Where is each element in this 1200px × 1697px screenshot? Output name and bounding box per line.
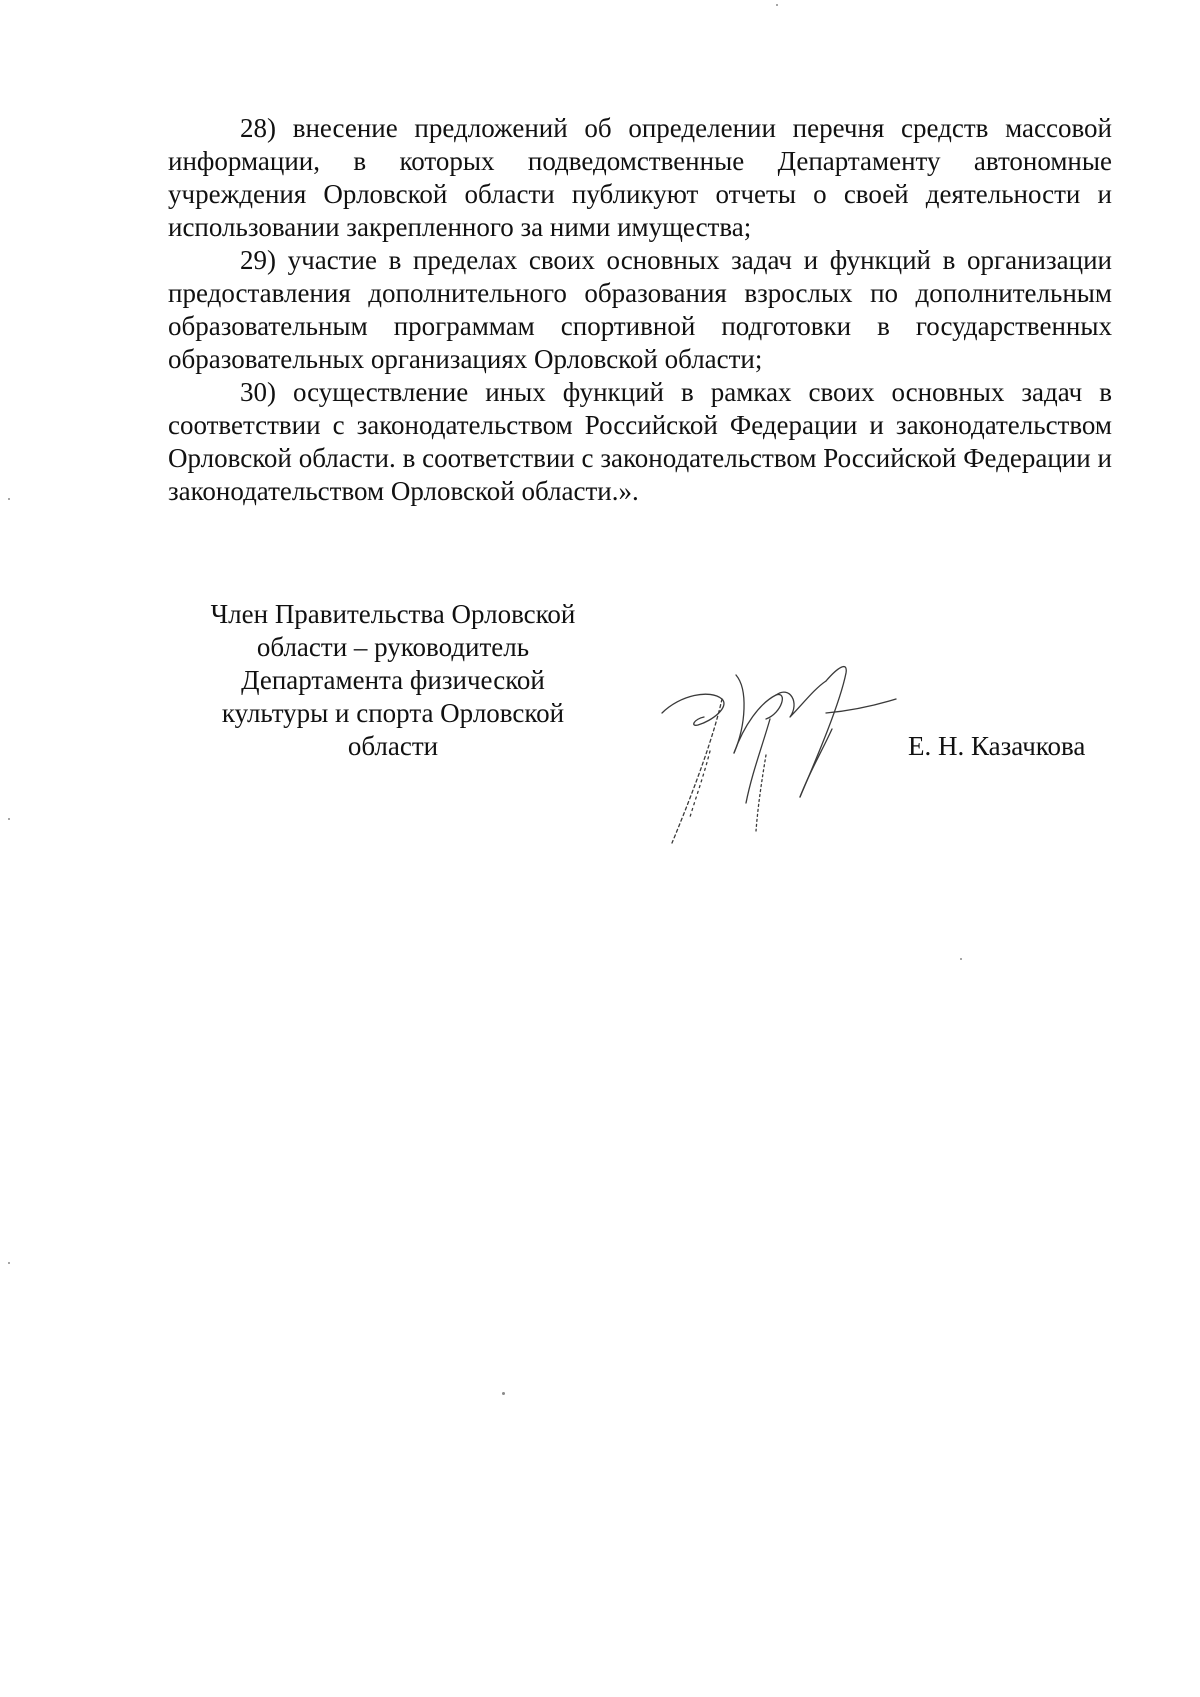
position-line: культуры и спорта Орловской [221,698,565,728]
paragraph-30: 30) осуществление иных функций в рамках своих основных задач в соответствии с законодательством Российской Федерации и законодательством Орловской области. в соответствии с законодательством Российской Федерации и законодательством Орловской области.». [168,377,1112,506]
handwritten-signature [650,655,910,870]
signatory-position [188,598,598,763]
position-line: Член Правительства Орловской [210,599,576,629]
paragraph-29: 29) участие в пределах своих основных задач и функций в организации предоставления дополнительного образования взрослых по дополнительным образовательным программам спортивной подготовки в государственных образовательных организациях Орловской области; [168,245,1112,374]
scan-speck [776,4,778,6]
paragraph-28: 28) внесение предложений об определении перечня средств массовой информации, в которых подведомственные Департаменту автономные учреждения Орловской области публикуют отчеты о своей деятельности и использовании закрепленного за ними имущества; [168,113,1112,242]
position-line: области [347,731,439,761]
scan-speck [8,818,10,820]
scan-speck [8,1262,10,1264]
scan-speck [960,958,962,960]
position-line: Департамента физической [241,665,545,695]
document-body [168,112,1112,508]
scan-speck [8,498,10,500]
scan-speck [502,1392,505,1395]
position-line: области – руководитель [256,632,530,662]
signer-name: Е. Н. Казачкова [908,731,1086,761]
